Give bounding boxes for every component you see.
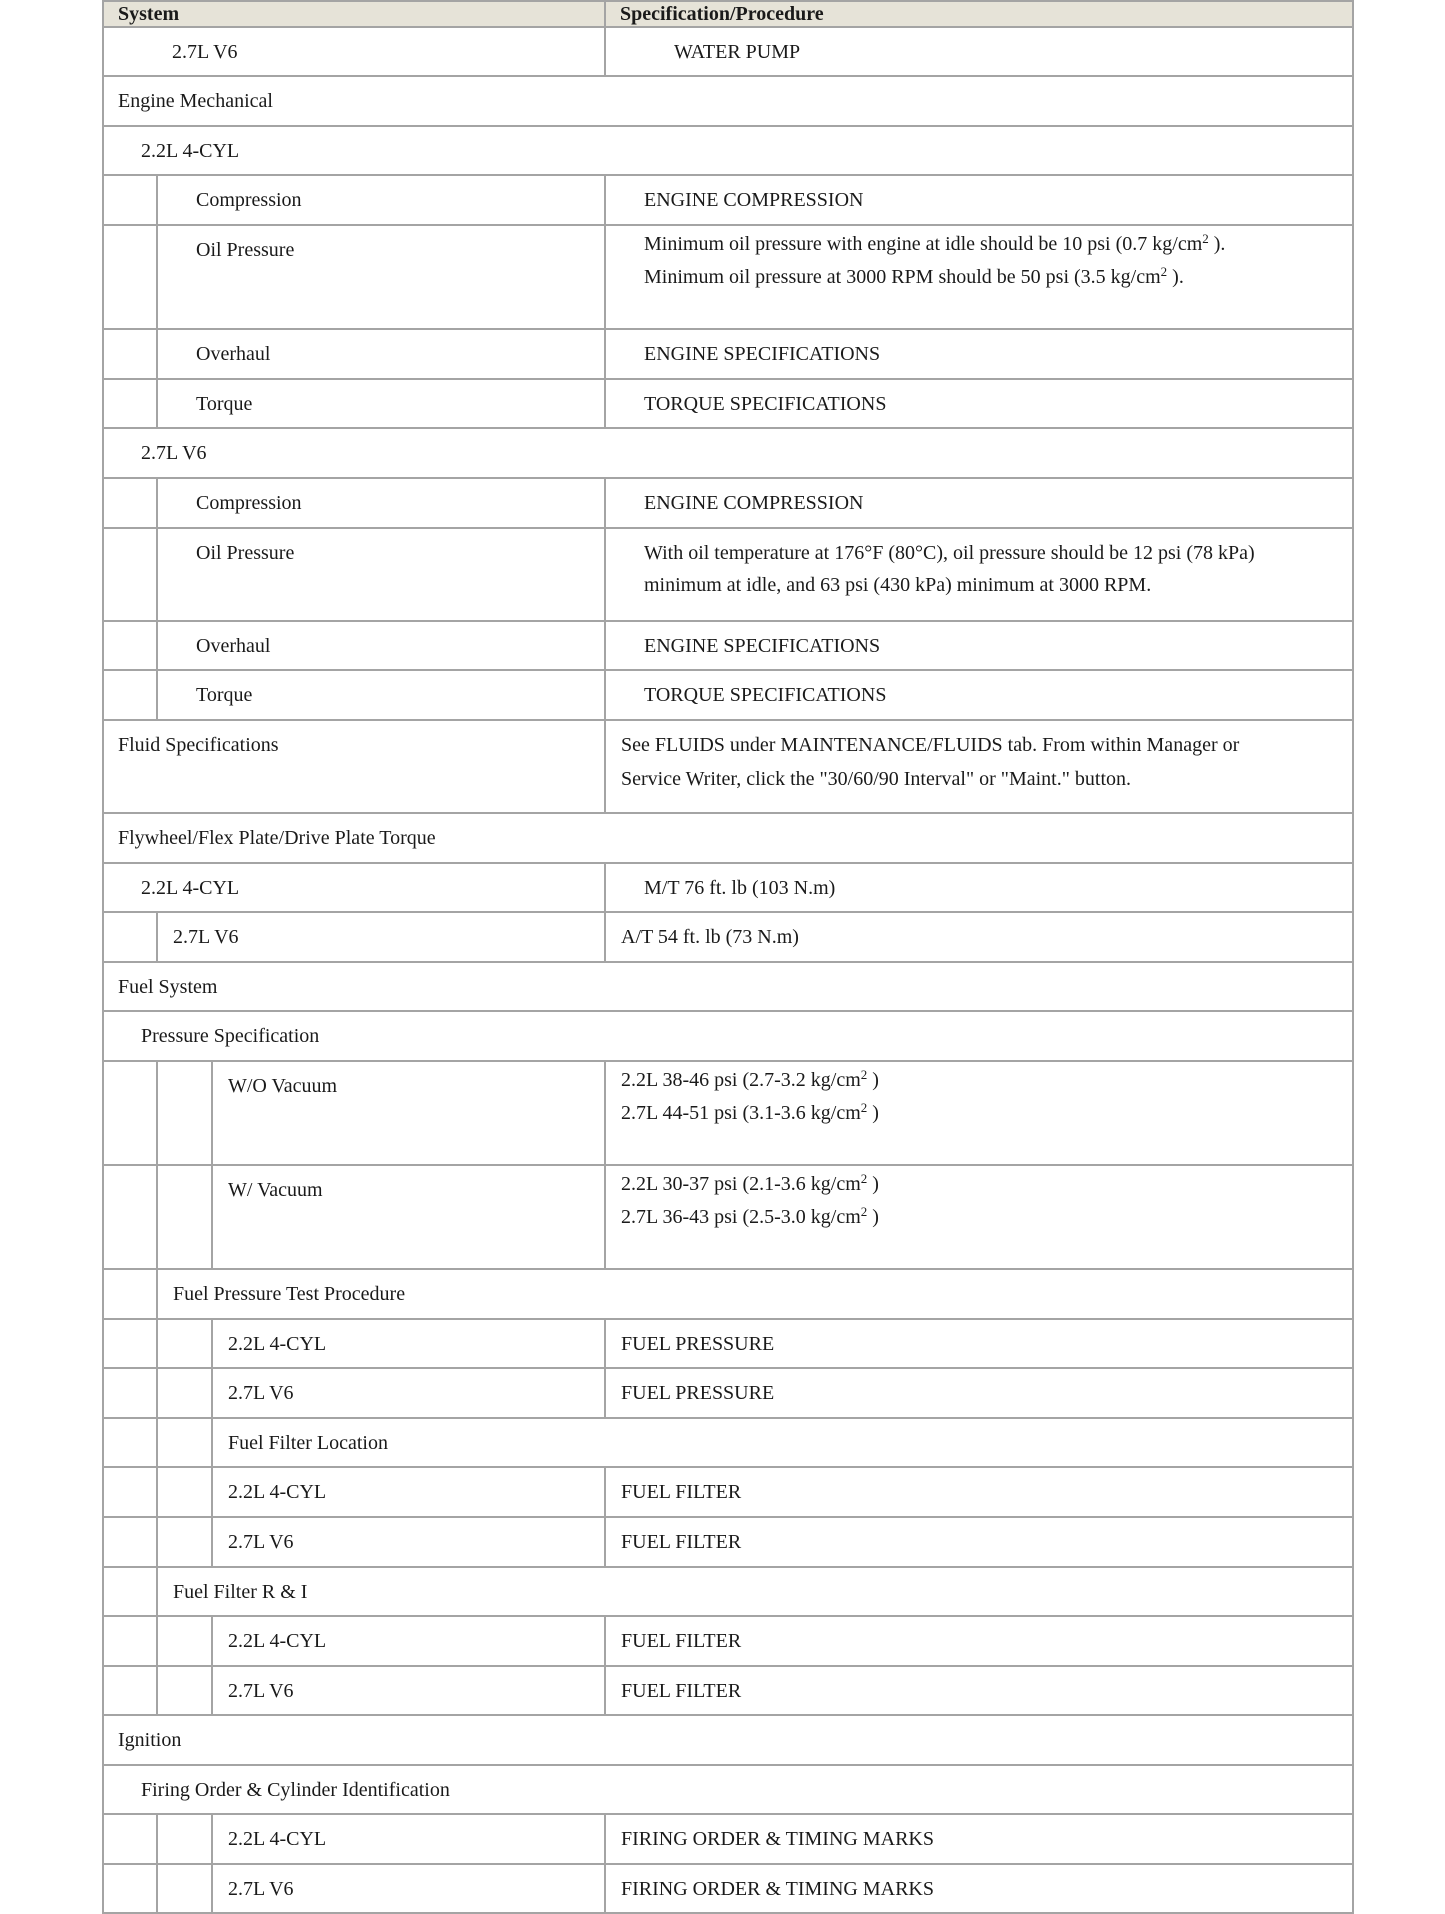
- system-cell: 2.2L 4-CYL: [212, 1616, 605, 1666]
- section-row: [103, 1418, 1353, 1467]
- spec-cell: M/T 76 ft. lb (103 N.m): [605, 863, 1353, 912]
- system-cell: 2.2L 4-CYL: [212, 1814, 605, 1864]
- section-row: [103, 1269, 1353, 1319]
- indent-cell: [157, 1864, 212, 1913]
- section-heading: Engine Mechanical: [103, 76, 1353, 126]
- spec-line: Service Writer, click the "30/60/90 Interval" or "Maint." button.: [621, 768, 1131, 790]
- spec-cell: [605, 528, 1353, 621]
- section-heading: Fuel System: [103, 962, 1353, 1011]
- indent-cell: [157, 1517, 212, 1567]
- indent-cell: [103, 1269, 157, 1319]
- spec-line: [621, 1172, 1352, 1196]
- system-cell: Oil Pressure: [157, 528, 605, 621]
- table-row: [103, 1666, 1353, 1715]
- spec-text: 2.2L 38-46 psi (2.7-3.2 kg/cm: [621, 1069, 861, 1091]
- superscript: 2: [860, 1067, 868, 1082]
- system-cell: W/ Vacuum: [212, 1165, 605, 1269]
- spec-cell[interactable]: ENGINE SPECIFICATIONS: [605, 621, 1353, 670]
- indent-cell: [157, 1418, 212, 1467]
- superscript: 2: [860, 1100, 868, 1115]
- spec-cell[interactable]: TORQUE SPECIFICATIONS: [605, 379, 1353, 428]
- section-row: [103, 962, 1353, 1011]
- indent-cell: [103, 1467, 157, 1517]
- table-row: [103, 1864, 1353, 1913]
- section-row: [103, 813, 1353, 863]
- indent-cell: [157, 1814, 212, 1864]
- section-row: [103, 1011, 1353, 1061]
- system-cell: Torque: [157, 379, 605, 428]
- spec-cell[interactable]: FIRING ORDER & TIMING MARKS: [605, 1814, 1353, 1864]
- section-heading: 2.2L 4-CYL: [103, 126, 1353, 175]
- indent-cell: [103, 1418, 157, 1467]
- indent-cell: [103, 1517, 157, 1567]
- spec-cell[interactable]: FUEL PRESSURE: [605, 1368, 1353, 1418]
- system-cell: 2.7L V6: [212, 1864, 605, 1913]
- spec-cell[interactable]: FUEL FILTER: [605, 1616, 1353, 1666]
- system-cell: Torque: [157, 670, 605, 720]
- table-row: [103, 621, 1353, 670]
- indent-cell: [103, 528, 157, 621]
- spec-text: ).: [1167, 266, 1184, 288]
- table-header-row: [103, 1, 1353, 27]
- indent-cell: [103, 175, 157, 225]
- system-cell: Overhaul: [157, 329, 605, 379]
- table-row: [103, 329, 1353, 379]
- system-cell: 2.2L 4-CYL: [212, 1467, 605, 1517]
- table-row: [103, 175, 1353, 225]
- indent-cell: [103, 478, 157, 528]
- spec-cell[interactable]: FIRING ORDER & TIMING MARKS: [605, 1864, 1353, 1913]
- spec-text: Minimum oil pressure with engine at idle should be 10 psi (0.7 kg/cm: [644, 233, 1203, 255]
- table-row: [103, 670, 1353, 720]
- superscript: 2: [860, 1171, 868, 1186]
- spec-line: See FLUIDS under MAINTENANCE/FLUIDS tab. From within Manager or: [621, 734, 1240, 756]
- spec-cell[interactable]: ENGINE COMPRESSION: [605, 175, 1353, 225]
- system-cell: 2.7L V6: [103, 27, 605, 76]
- spec-cell[interactable]: FUEL FILTER: [605, 1467, 1353, 1517]
- table-row: [103, 1616, 1353, 1666]
- system-cell: 2.7L V6: [212, 1666, 605, 1715]
- table-row: [103, 1319, 1353, 1368]
- spec-line: [644, 232, 1352, 256]
- table-row: [103, 863, 1353, 912]
- spec-cell[interactable]: FUEL FILTER: [605, 1517, 1353, 1567]
- system-cell: Compression: [157, 175, 605, 225]
- spec-cell: [605, 1061, 1353, 1165]
- spec-cell: [605, 720, 1353, 813]
- indent-cell: [103, 1567, 157, 1616]
- spec-line: [621, 1101, 1352, 1125]
- indent-cell: [103, 225, 157, 329]
- system-cell: Fluid Specifications: [103, 720, 605, 813]
- indent-cell: [103, 670, 157, 720]
- spec-text: ): [867, 1173, 879, 1195]
- section-heading: Fuel Filter Location: [212, 1418, 1353, 1467]
- system-column-header: System: [103, 1, 605, 27]
- spec-cell: [605, 225, 1353, 329]
- table-row: [103, 1517, 1353, 1567]
- spec-cell[interactable]: FUEL PRESSURE: [605, 1319, 1353, 1368]
- superscript: 2: [1160, 264, 1168, 279]
- table-row: [103, 912, 1353, 962]
- section-heading: Fuel Filter R & I: [157, 1567, 1353, 1616]
- table-row: [103, 1368, 1353, 1418]
- system-cell: 2.2L 4-CYL: [103, 863, 605, 912]
- section-row: [103, 1567, 1353, 1616]
- spec-cell[interactable]: FUEL FILTER: [605, 1666, 1353, 1715]
- table-row: [103, 478, 1353, 528]
- system-cell: 2.7L V6: [212, 1368, 605, 1418]
- table-row: [103, 379, 1353, 428]
- spec-text: 2.7L 36-43 psi (2.5-3.0 kg/cm: [621, 1206, 861, 1228]
- indent-cell: [103, 1666, 157, 1715]
- table-row: [103, 1165, 1353, 1269]
- section-row: [103, 76, 1353, 126]
- system-cell: 2.2L 4-CYL: [212, 1319, 605, 1368]
- superscript: 2: [860, 1204, 868, 1219]
- spec-cell[interactable]: TORQUE SPECIFICATIONS: [605, 670, 1353, 720]
- system-cell: 2.7L V6: [157, 912, 605, 962]
- table-row: [103, 720, 1353, 813]
- spec-cell[interactable]: ENGINE SPECIFICATIONS: [605, 329, 1353, 379]
- indent-cell: [103, 621, 157, 670]
- indent-cell: [103, 1368, 157, 1418]
- table-row: [103, 1467, 1353, 1517]
- indent-cell: [103, 1165, 157, 1269]
- section-row: [103, 1765, 1353, 1814]
- table-row: [103, 1814, 1353, 1864]
- section-heading: Firing Order & Cylinder Identification: [103, 1765, 1353, 1814]
- spec-line: minimum at idle, and 63 psi (430 kPa) minimum at 3000 RPM.: [644, 574, 1152, 596]
- indent-cell: [157, 1616, 212, 1666]
- system-cell: 2.7L V6: [212, 1517, 605, 1567]
- indent-cell: [103, 1814, 157, 1864]
- spec-text: 2.2L 30-37 psi (2.1-3.6 kg/cm: [621, 1173, 861, 1195]
- section-heading: Pressure Specification: [103, 1011, 1353, 1061]
- table-row: [103, 27, 1353, 76]
- indent-cell: [103, 1061, 157, 1165]
- section-row: [103, 1715, 1353, 1765]
- table-row: [103, 225, 1353, 329]
- indent-cell: [157, 1061, 212, 1165]
- superscript: 2: [1202, 231, 1209, 246]
- indent-cell: [103, 1864, 157, 1913]
- system-cell: Compression: [157, 478, 605, 528]
- indent-cell: [157, 1467, 212, 1517]
- system-cell: Oil Pressure: [157, 225, 605, 329]
- spec-line: [621, 1205, 1352, 1229]
- section-heading: 2.7L V6: [103, 428, 1353, 478]
- specification-table: [102, 0, 1354, 1914]
- indent-cell: [157, 1165, 212, 1269]
- indent-cell: [103, 379, 157, 428]
- spec-text: ): [867, 1069, 879, 1091]
- spec-text: ): [867, 1102, 879, 1124]
- spec-cell: A/T 54 ft. lb (73 N.m): [605, 912, 1353, 962]
- spec-line: With oil temperature at 176°F (80°C), oil pressure should be 12 psi (78 kPa): [644, 542, 1255, 564]
- section-row: [103, 126, 1353, 175]
- spec-text: ): [867, 1206, 879, 1228]
- section-heading: Fuel Pressure Test Procedure: [157, 1269, 1353, 1319]
- spec-text: Minimum oil pressure at 3000 RPM should be 50 psi (3.5 kg/cm: [644, 266, 1161, 288]
- system-cell: W/O Vacuum: [212, 1061, 605, 1165]
- spec-line: [621, 1068, 1352, 1092]
- spec-cell[interactable]: ENGINE COMPRESSION: [605, 478, 1353, 528]
- indent-cell: [103, 329, 157, 379]
- indent-cell: [103, 1616, 157, 1666]
- indent-cell: [157, 1368, 212, 1418]
- section-heading: Flywheel/Flex Plate/Drive Plate Torque: [103, 813, 1353, 863]
- spec-line: [644, 265, 1352, 289]
- indent-cell: [103, 912, 157, 962]
- spec-text: 2.7L 44-51 psi (3.1-3.6 kg/cm: [621, 1102, 861, 1124]
- spec-cell: [605, 1165, 1353, 1269]
- spec-cell[interactable]: WATER PUMP: [605, 27, 1353, 76]
- system-cell: Overhaul: [157, 621, 605, 670]
- indent-cell: [103, 1319, 157, 1368]
- table-row: [103, 1061, 1353, 1165]
- section-row: [103, 428, 1353, 478]
- indent-cell: [157, 1319, 212, 1368]
- section-heading: Ignition: [103, 1715, 1353, 1765]
- table-row: [103, 528, 1353, 621]
- spec-text: ).: [1208, 233, 1226, 255]
- spec-column-header: Specification/Procedure: [605, 1, 1353, 27]
- indent-cell: [157, 1666, 212, 1715]
